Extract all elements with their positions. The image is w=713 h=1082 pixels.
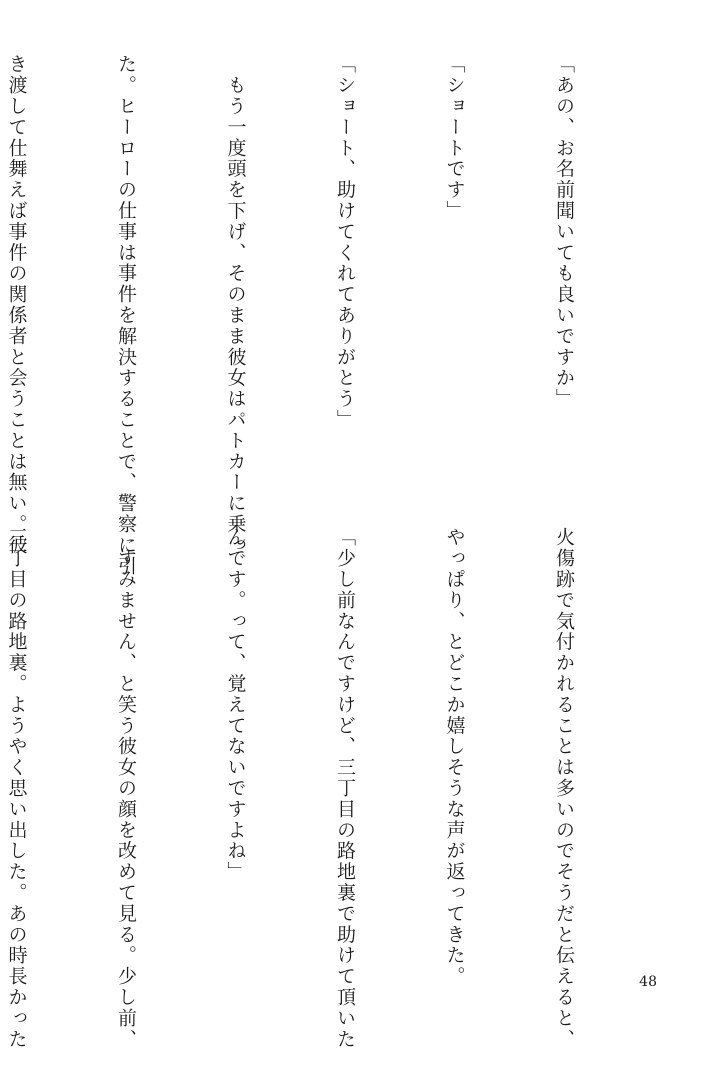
text-line: 「あの、お名前聞いても良いですか」 (553, 54, 575, 410)
text-line: 三丁目の路地裏。ようやく思い出した。あの時長かった (5, 527, 28, 1050)
text-line: 「ショート、助けてくれてありがとう」 (334, 54, 356, 431)
vertical-text-block-top (0, 54, 655, 577)
text-line: すみません、と笑う彼女の顔を改めて見る。少し前、 (115, 527, 137, 1050)
text-line: 「ショートです」 (443, 54, 466, 222)
text-line: 火傷跡で気付かれることは多いのでそうだと伝えると、 (553, 527, 575, 1050)
text-line: 「少し前なんですけど、三丁目の路地裏で助けて頂いた (334, 527, 356, 1050)
text-line: んです。って、覚えてないですよね」 (224, 527, 247, 883)
page-number: 48 (639, 974, 657, 990)
text-line: た。ヒーローの仕事は事件を解決することで、警察に引 (115, 54, 137, 577)
text-line: もう一度頭を下げ、そのまま彼女はパトカーに乗っ (224, 54, 247, 556)
text-line: き渡して仕舞えば事件の関係者と会うことは無い。彼 (5, 54, 28, 556)
text-line: やっぱり、とどこか嬉しそうな声が返ってきた。 (443, 527, 466, 987)
